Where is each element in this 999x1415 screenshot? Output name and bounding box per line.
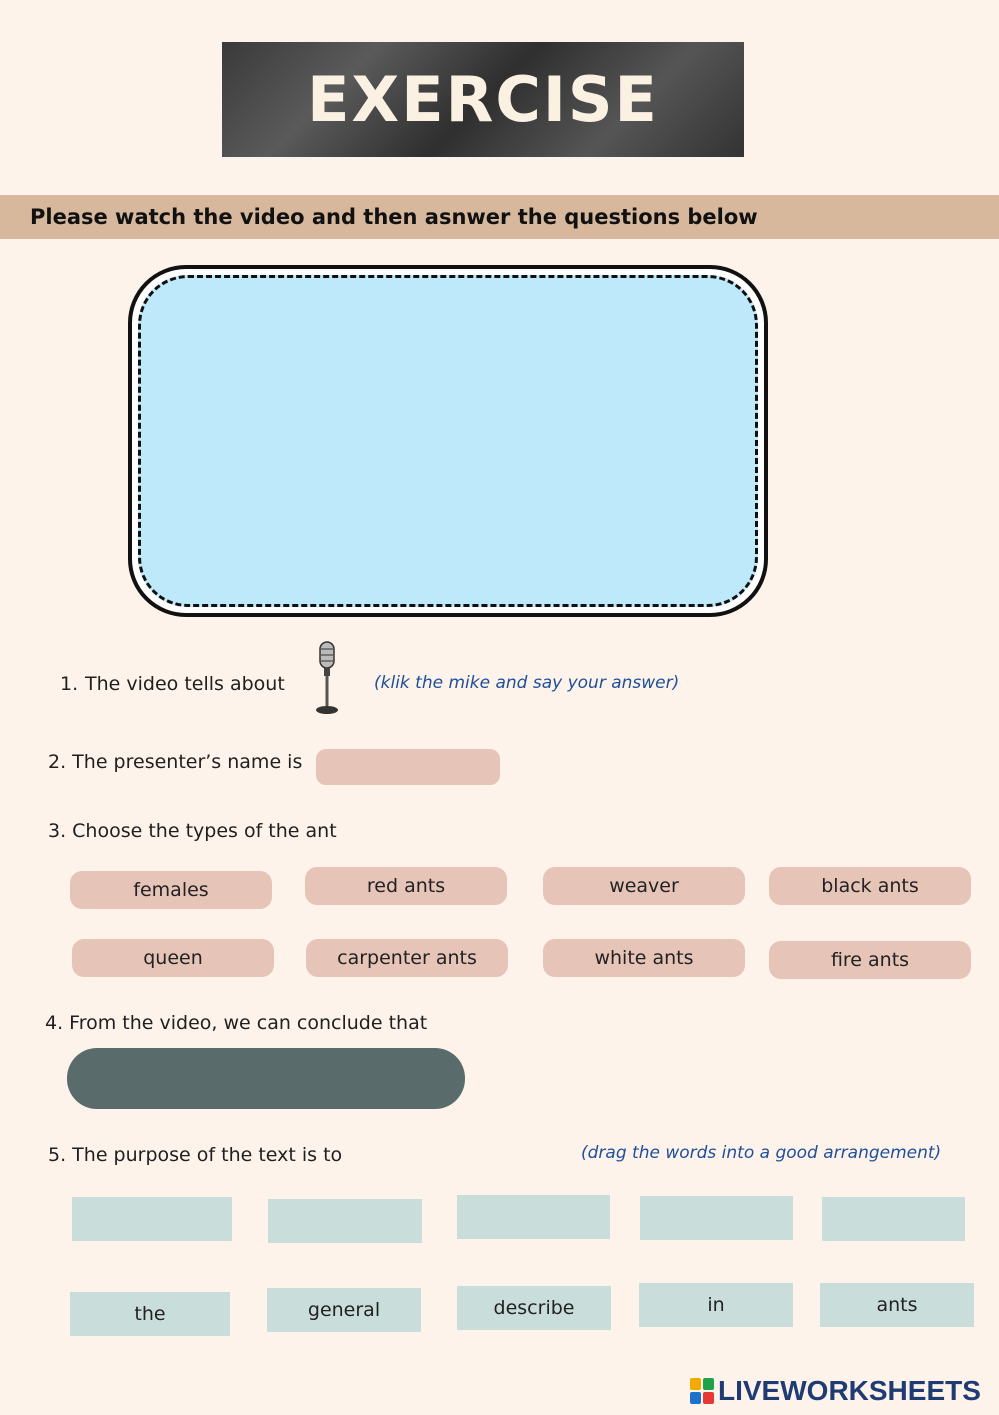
instruction-text: Please watch the video and then asnwer the questions below [30, 205, 758, 229]
option-white-ants[interactable]: white ants [543, 939, 745, 977]
option-queen[interactable]: queen [72, 939, 274, 977]
title-banner [222, 42, 744, 157]
conclusion-input[interactable] [67, 1048, 465, 1109]
option-fire-ants[interactable]: fire ants [769, 941, 971, 979]
q4-label: 4. From the video, we can conclude that [45, 1012, 428, 1034]
word-describe[interactable]: describe [457, 1286, 611, 1330]
drop-slot-5[interactable] [822, 1197, 965, 1241]
word-the[interactable]: the [70, 1292, 230, 1336]
drop-slot-1[interactable] [72, 1197, 232, 1241]
drop-slot-2[interactable] [268, 1199, 422, 1243]
brand-name: LIVEWORKSHEETS [718, 1375, 981, 1406]
word-general[interactable]: general [267, 1288, 421, 1332]
option-females[interactable]: females [70, 871, 272, 909]
instruction-bar [0, 195, 999, 239]
q3-label: 3. Choose the types of the ant [48, 820, 337, 842]
option-black-ants[interactable]: black ants [769, 867, 971, 905]
q5-label: 5. The purpose of the text is to [48, 1144, 343, 1166]
presenter-name-input[interactable] [316, 749, 500, 785]
q1-label: The video tells about [85, 673, 285, 695]
microphone-icon[interactable] [314, 640, 340, 716]
q1-hint: (klik the mike and say your answer) [374, 673, 680, 693]
word-in[interactable]: in [639, 1283, 793, 1327]
drop-slot-4[interactable] [640, 1196, 793, 1240]
drop-slot-3[interactable] [457, 1195, 610, 1239]
option-carpenter-ants[interactable]: carpenter ants [306, 939, 508, 977]
q1-number: 1. [60, 673, 79, 695]
q5-hint: (drag the words into a good arrangement) [581, 1143, 942, 1163]
liveworksheets-icon [690, 1378, 714, 1404]
option-weaver[interactable]: weaver [543, 867, 745, 905]
video-player[interactable] [128, 265, 768, 617]
option-red-ants[interactable]: red ants [305, 867, 507, 905]
video-screen[interactable] [138, 275, 758, 607]
q2-label: 2. The presenter’s name is [48, 751, 303, 773]
word-ants[interactable]: ants [820, 1283, 974, 1327]
liveworksheets-logo [690, 1374, 981, 1408]
page-title: EXERCISE [307, 63, 659, 136]
